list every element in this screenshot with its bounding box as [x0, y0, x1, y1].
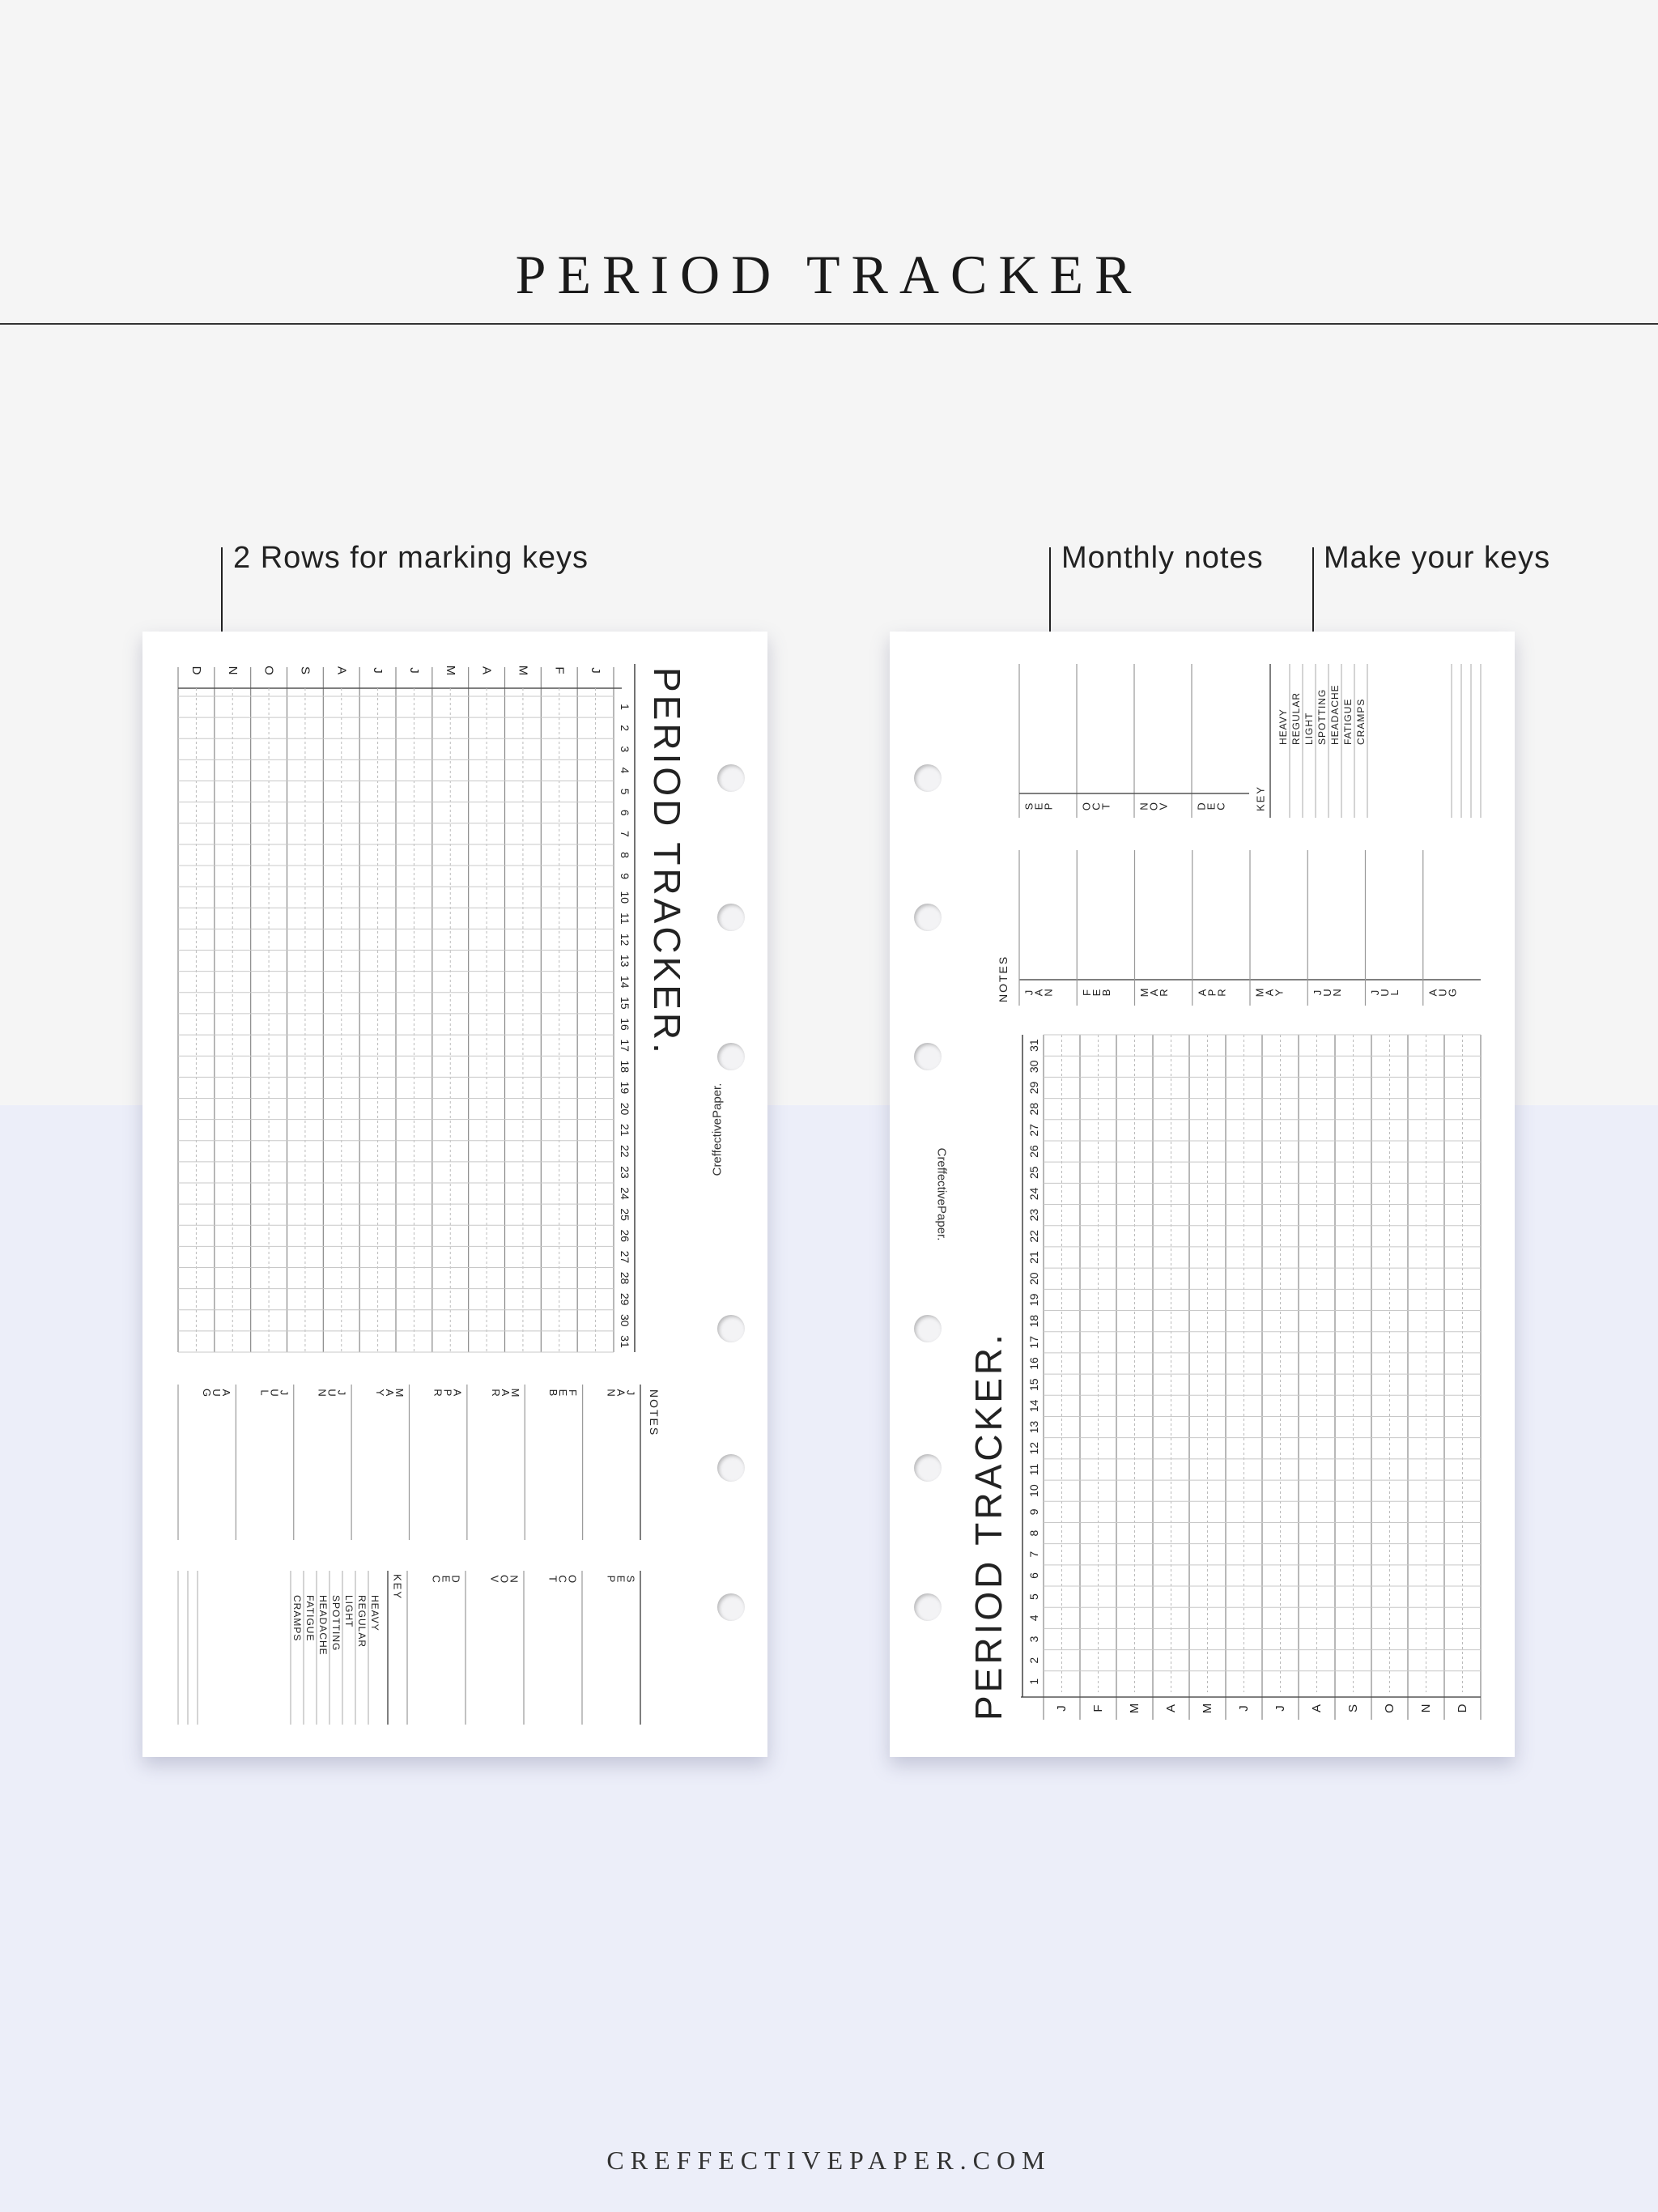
- page-title: PERIOD TRACKER: [515, 244, 1143, 305]
- day-label: 10: [1027, 1484, 1040, 1497]
- notes-month-label: E: [1205, 802, 1218, 810]
- day-label: 29: [619, 1292, 631, 1306]
- notes-month-label: U: [210, 1389, 223, 1397]
- day-label: 2: [1027, 1657, 1040, 1664]
- month-label: M: [443, 665, 457, 676]
- day-label: 21: [619, 1123, 631, 1137]
- day-label: 23: [1027, 1208, 1040, 1222]
- notes-month-label: E: [557, 1389, 570, 1397]
- notes-month-label: S: [624, 1575, 637, 1583]
- day-label: 9: [619, 873, 631, 879]
- notes-month-label: U: [268, 1389, 281, 1397]
- ring-hole: [717, 764, 745, 792]
- notes-month-label: J: [1022, 989, 1035, 996]
- notes-month-label: D: [1195, 802, 1208, 810]
- notes-month-label: O: [566, 1574, 579, 1584]
- notes-month-label: A: [499, 1389, 512, 1397]
- notes-month-label: E: [1032, 802, 1045, 810]
- month-label: J: [589, 667, 603, 674]
- notes-month-label: A: [384, 1389, 396, 1397]
- day-label: 20: [1027, 1272, 1040, 1286]
- ring-hole: [914, 1043, 942, 1070]
- day-label: 27: [619, 1250, 631, 1264]
- day-label: 19: [1027, 1293, 1040, 1307]
- day-label: 17: [1027, 1336, 1040, 1349]
- day-label: 4: [619, 767, 631, 774]
- callout-notes: Monthly notes: [1061, 541, 1264, 575]
- month-label: N: [1419, 1704, 1433, 1713]
- planner-title: PERIOD TRACKER.: [967, 1331, 1010, 1721]
- notes-month-label: A: [1148, 989, 1160, 997]
- month-label: J: [1273, 1705, 1287, 1712]
- notes-month-label: C: [1090, 802, 1103, 810]
- notes-month-label: E: [1090, 989, 1103, 997]
- day-label: 8: [1027, 1529, 1040, 1537]
- notes-month-label: N: [605, 1389, 618, 1397]
- planner-page-left: [142, 632, 767, 1757]
- notes-month-label: J: [624, 1389, 637, 1396]
- notes-month-label: U: [1379, 989, 1391, 997]
- day-label: 19: [619, 1081, 631, 1095]
- key-item-label: HEAVY: [1278, 708, 1289, 745]
- notes-month-label: P: [1205, 989, 1218, 997]
- notes-month-label: N: [1137, 802, 1150, 810]
- notes-month-label: A: [614, 1389, 627, 1397]
- notes-month-label: A: [1196, 989, 1209, 997]
- notes-month-label: P: [605, 1575, 618, 1583]
- month-label: A: [1310, 1704, 1324, 1713]
- notes-month-label: C: [430, 1575, 443, 1583]
- key-item-label: REGULAR: [356, 1595, 368, 1648]
- month-label: J: [1055, 1705, 1069, 1712]
- notes-month-label: J: [278, 1389, 291, 1396]
- day-label: 22: [619, 1144, 631, 1158]
- day-label: 24: [1027, 1187, 1040, 1201]
- key-label: KEY: [391, 1574, 404, 1601]
- ring-hole: [717, 1043, 745, 1070]
- key-item-label: HEAVY: [369, 1595, 380, 1631]
- notes-month-label: E: [440, 1575, 453, 1583]
- day-label: 22: [1027, 1230, 1040, 1243]
- notes-month-label: N: [1330, 989, 1343, 997]
- planner-page-right: [890, 632, 1515, 1757]
- month-label: O: [261, 666, 276, 675]
- notes-month-label: Y: [1273, 989, 1286, 997]
- day-label: 4: [1027, 1614, 1040, 1622]
- notes-month-label: A: [219, 1389, 232, 1397]
- day-label: 1: [1027, 1678, 1040, 1685]
- ring-hole: [914, 1454, 942, 1482]
- notes-month-label: B: [547, 1389, 560, 1397]
- notes-month-label: F: [1080, 989, 1093, 996]
- notes-month-label: A: [1263, 989, 1276, 997]
- notes-month-label: N: [316, 1389, 329, 1397]
- month-label: M: [516, 665, 530, 676]
- day-label: 6: [1027, 1572, 1040, 1579]
- ring-hole: [914, 764, 942, 792]
- month-label: D: [1456, 1704, 1469, 1713]
- day-label: 28: [1027, 1102, 1040, 1116]
- month-label: S: [298, 666, 312, 675]
- ring-hole: [717, 904, 745, 931]
- day-label: 7: [619, 830, 631, 837]
- day-label: 10: [619, 891, 631, 904]
- day-label: 16: [619, 1018, 631, 1031]
- notes-month-label: A: [451, 1389, 464, 1397]
- notes-month-label: F: [567, 1389, 580, 1396]
- day-label: 13: [1027, 1420, 1040, 1434]
- month-label: M: [1201, 1703, 1214, 1714]
- key-item-label: CRAMPS: [291, 1595, 303, 1642]
- callout-keys: Make your keys: [1324, 541, 1551, 575]
- notes-month-label: M: [508, 1388, 521, 1397]
- day-label: 5: [619, 788, 631, 795]
- day-label: 20: [619, 1102, 631, 1116]
- notes-month-label: A: [1426, 989, 1439, 997]
- day-label: 30: [619, 1314, 631, 1327]
- month-label: F: [1091, 1704, 1105, 1712]
- notes-month-label: M: [393, 1388, 406, 1397]
- planner-page-right-svg: [890, 632, 1515, 1757]
- month-label: A: [334, 666, 349, 675]
- key-item-label: HEADACHE: [317, 1595, 329, 1656]
- notes-month-label: Y: [374, 1389, 386, 1397]
- planner-title: PERIOD TRACKER.: [646, 667, 688, 1057]
- key-item-label: HEADACHE: [1329, 684, 1341, 745]
- day-label: 14: [619, 975, 631, 989]
- day-label: 15: [619, 997, 631, 1010]
- day-label: 3: [619, 746, 631, 753]
- ring-hole: [717, 1315, 745, 1342]
- day-label: 27: [1027, 1124, 1040, 1137]
- notes-month-label: M: [1138, 988, 1150, 998]
- key-item-label: LIGHT: [1303, 712, 1315, 745]
- key-item-label: REGULAR: [1290, 691, 1302, 745]
- day-label: 5: [1027, 1593, 1040, 1601]
- day-label: 11: [619, 912, 631, 925]
- notes-month-label: R: [489, 1389, 502, 1397]
- notes-month-label: L: [258, 1389, 271, 1396]
- notes-month-label: O: [1147, 802, 1160, 811]
- day-label: 13: [619, 954, 631, 968]
- day-label: 14: [1027, 1399, 1040, 1413]
- month-label: A: [479, 666, 494, 675]
- notes-month-label: A: [1032, 989, 1045, 997]
- notes-month-label: U: [1320, 989, 1333, 997]
- notes-month-label: M: [1253, 988, 1266, 998]
- notes-month-label: J: [1311, 989, 1324, 996]
- day-label: 1: [619, 704, 631, 710]
- day-label: 29: [1027, 1081, 1040, 1095]
- ring-hole: [914, 1593, 942, 1621]
- ring-hole: [914, 1315, 942, 1342]
- day-label: 3: [1027, 1636, 1040, 1643]
- notes-month-label: P: [1042, 802, 1055, 810]
- key-item-label: LIGHT: [343, 1595, 355, 1628]
- notes-month-label: V: [488, 1575, 501, 1583]
- day-label: 31: [1027, 1039, 1040, 1052]
- day-label: 12: [1027, 1441, 1040, 1455]
- day-label: 23: [619, 1166, 631, 1179]
- month-label: J: [406, 667, 421, 674]
- day-label: 7: [1027, 1551, 1040, 1558]
- day-label: 31: [619, 1335, 631, 1348]
- brand-label: CreffectivePaper.: [710, 1083, 725, 1176]
- day-label: 8: [619, 852, 631, 858]
- notes-month-label: C: [1214, 802, 1227, 810]
- footer-website: CREFFECTIVEPAPER.COM: [606, 2146, 1052, 2175]
- day-label: 26: [1027, 1145, 1040, 1158]
- key-item-label: SPOTTING: [1316, 688, 1328, 745]
- key-item-label: FATIGUE: [1342, 698, 1354, 745]
- notes-month-label: E: [614, 1575, 627, 1583]
- notes-month-label: R: [1158, 989, 1170, 997]
- month-label: J: [371, 667, 385, 674]
- notes-month-label: T: [1099, 803, 1112, 810]
- month-label: F: [552, 666, 567, 674]
- month-label: J: [1237, 1705, 1251, 1712]
- day-label: 24: [619, 1187, 631, 1200]
- month-label: M: [1128, 1703, 1141, 1714]
- ring-hole: [914, 904, 942, 931]
- notes-month-label: R: [432, 1389, 444, 1397]
- day-label: 21: [1027, 1251, 1040, 1264]
- brand-label: CreffectivePaper.: [934, 1147, 949, 1241]
- notes-month-label: U: [325, 1389, 338, 1397]
- day-label: 11: [1027, 1463, 1040, 1476]
- notes-month-label: U: [1436, 989, 1449, 997]
- notes-month-label: P: [441, 1389, 454, 1397]
- notes-month-label: O: [498, 1574, 511, 1584]
- notes-label: NOTES: [648, 1389, 661, 1437]
- ring-hole: [717, 1454, 745, 1482]
- day-label: 30: [1027, 1060, 1040, 1074]
- day-label: 2: [619, 725, 631, 732]
- notes-month-label: C: [556, 1575, 569, 1583]
- key-label: KEY: [1254, 785, 1267, 811]
- key-item-label: SPOTTING: [330, 1595, 342, 1652]
- day-label: 25: [1027, 1166, 1040, 1180]
- day-label: 9: [1027, 1508, 1040, 1516]
- notes-month-label: L: [1388, 989, 1401, 996]
- callout-rows: 2 Rows for marking keys: [233, 541, 589, 575]
- title-divider: [0, 323, 1658, 325]
- notes-month-label: G: [200, 1388, 213, 1397]
- day-label: 17: [619, 1039, 631, 1052]
- notes-label: NOTES: [997, 955, 1010, 1002]
- day-label: 18: [619, 1060, 631, 1074]
- month-label: N: [225, 666, 240, 675]
- month-label: S: [1346, 1704, 1360, 1713]
- day-label: 18: [1027, 1314, 1040, 1328]
- notes-month-label: R: [1215, 989, 1228, 997]
- month-label: D: [189, 666, 203, 675]
- key-item-label: FATIGUE: [304, 1595, 316, 1642]
- notes-month-label: N: [1042, 989, 1055, 997]
- notes-month-label: B: [1099, 989, 1112, 997]
- month-label: O: [1383, 1704, 1397, 1713]
- planner-page-left-svg: [142, 632, 767, 1757]
- notes-month-label: T: [546, 1576, 559, 1582]
- day-label: 16: [1027, 1357, 1040, 1370]
- day-label: 25: [619, 1208, 631, 1221]
- day-label: 6: [619, 809, 631, 816]
- day-label: 26: [619, 1229, 631, 1243]
- day-label: 28: [619, 1271, 631, 1285]
- notes-month-label: G: [1446, 988, 1459, 998]
- key-item-label: CRAMPS: [1355, 698, 1367, 745]
- notes-month-label: O: [1080, 802, 1093, 811]
- day-label: 12: [619, 933, 631, 946]
- notes-month-label: D: [449, 1575, 462, 1583]
- month-label: A: [1164, 1704, 1178, 1713]
- notes-month-label: J: [335, 1389, 348, 1396]
- ring-hole: [717, 1593, 745, 1621]
- notes-month-label: S: [1022, 802, 1035, 810]
- notes-month-label: J: [1369, 989, 1381, 996]
- notes-month-label: N: [508, 1575, 521, 1583]
- day-label: 15: [1027, 1378, 1040, 1391]
- notes-month-label: V: [1157, 802, 1170, 810]
